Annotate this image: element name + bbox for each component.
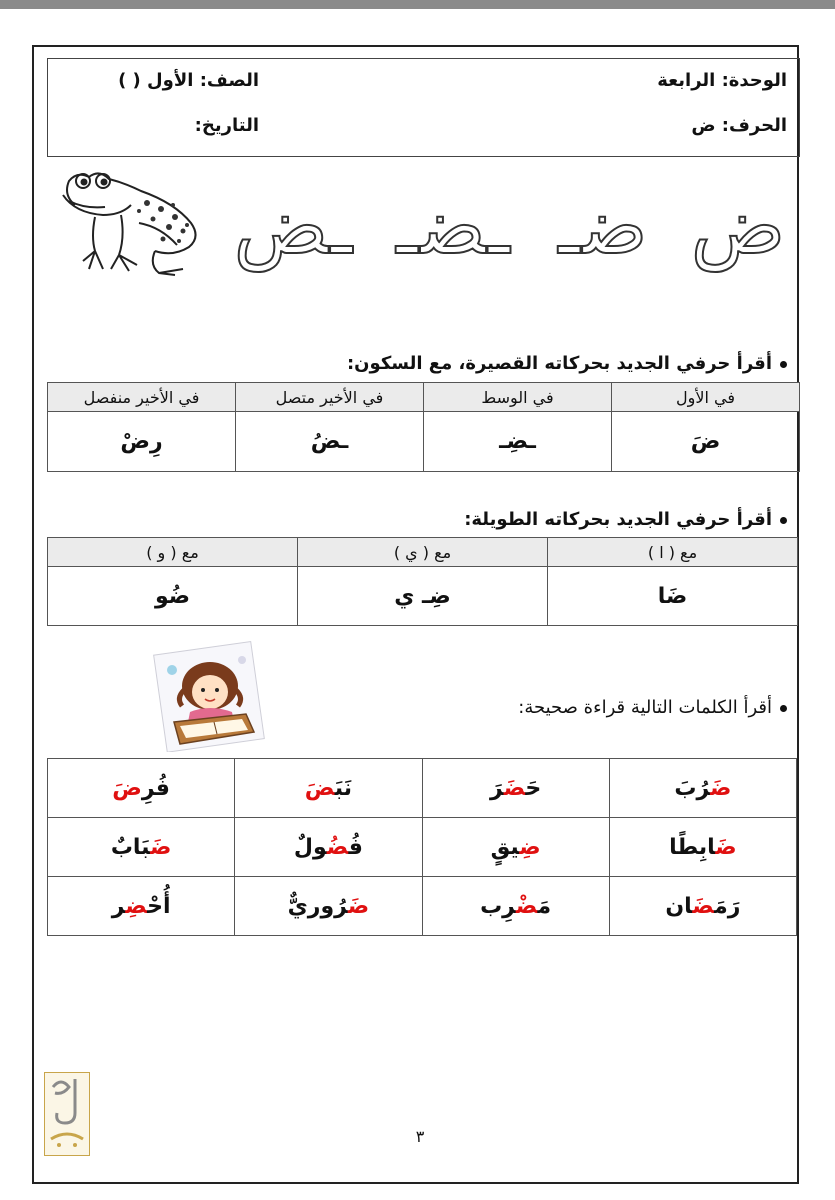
table-cell: ضُو [48, 567, 298, 626]
letter-form-final: ـض [233, 183, 353, 272]
date-label: التاريخ: [194, 115, 259, 136]
page-number: ٣ [415, 1127, 425, 1146]
word-cell: ضِيقٍ [422, 818, 609, 877]
bullet-icon [780, 361, 787, 368]
table-cell: ـضِـ [424, 412, 612, 472]
top-bar [0, 0, 835, 9]
table-header-cell: في الأول [612, 383, 800, 412]
table-header-cell: في الأخير متصل [236, 383, 424, 412]
table-header-cell: في الأخير منفصل [48, 383, 236, 412]
letter-forms-svg [218, 183, 802, 283]
letter-forms-row [218, 183, 802, 283]
logo-mark [45, 1073, 89, 1155]
section3-title: أقرأ الكلمات التالية قراءة صحيحة: [518, 697, 787, 718]
grade-label: الصف: الأول ( ) [118, 70, 259, 91]
section1-title: أقرأ حرفي الجديد بحركاته القصيرة، مع السكون: [347, 353, 787, 374]
word-cell: فُضُولٌ [235, 818, 422, 877]
word-cell: ضَبَابٌ [48, 818, 235, 877]
words-table [47, 758, 797, 936]
table-cell: ضَا [548, 567, 798, 626]
word-cell: أُحْضِر [48, 877, 235, 936]
word-cell: ضَابِطًا [609, 818, 796, 877]
worksheet-header [47, 58, 800, 157]
bullet-icon [780, 705, 787, 712]
letter-form-medial: ـضـ [396, 183, 510, 272]
word-cell: ضَرُبَ [609, 759, 796, 818]
table-cell: ضَ [612, 412, 800, 472]
bullet-icon [780, 517, 787, 524]
table-cell: رِضْ [48, 412, 236, 472]
section2-title: أقرأ حرفي الجديد بحركاته الطويلة: [464, 509, 787, 530]
word-cell: نَبَضَ [235, 759, 422, 818]
letter-form-initial-isolated: ض [690, 183, 786, 272]
table-header-cell: مع ( و ) [48, 538, 298, 567]
unit-label: الوحدة: الرابعة [657, 70, 787, 91]
long-vowels-table [47, 537, 798, 626]
word-cell: مَضْرِب [422, 877, 609, 936]
table-header-cell: مع ( ا ) [548, 538, 798, 567]
table-cell: ضِـ ي [298, 567, 548, 626]
table-header-cell: في الوسط [424, 383, 612, 412]
reading-girl-illustration [150, 640, 265, 752]
table-cell: ـضُ [236, 412, 424, 472]
letter-label: الحرف: ض [691, 115, 787, 136]
frog-illustration [55, 165, 203, 280]
word-cell: رَمَضَان [609, 877, 796, 936]
publisher-logo [44, 1072, 90, 1156]
letter-form-initial: ضـ [558, 183, 648, 272]
word-cell: ضَرُوريٌّ [235, 877, 422, 936]
short-vowels-table [47, 382, 800, 472]
word-cell: حَضَرَ [422, 759, 609, 818]
table-header-cell: مع ( ي ) [298, 538, 548, 567]
word-cell: فُرِضَ [48, 759, 235, 818]
